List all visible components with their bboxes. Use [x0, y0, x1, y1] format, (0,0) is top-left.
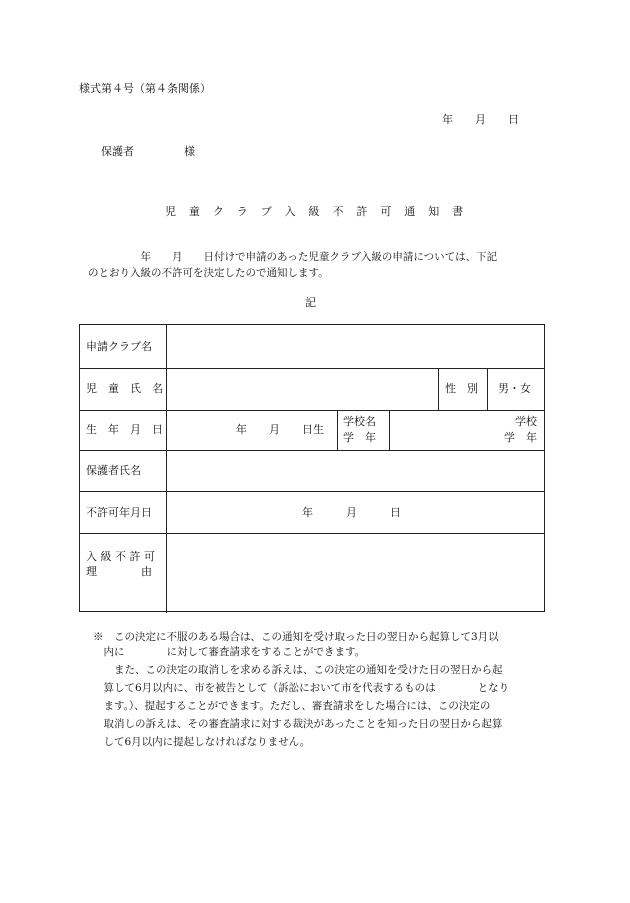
- document-title: [165, 205, 464, 219]
- addressee-honorific: 様: [184, 145, 195, 158]
- note-line-3: また、この決定の取消しを求める訴えは、この決定の通知を受けた日の翌日から起: [93, 664, 503, 676]
- denial-date-value[interactable]: 年 月 日: [302, 506, 401, 519]
- title-char: 通: [404, 205, 416, 218]
- school-label-grade: 学 年: [343, 431, 376, 444]
- note-line-6: 取消しの訴えは、その審査請求に対する裁決があったことを知った日の翌日から起算: [93, 718, 503, 730]
- addressee-name: 保護者: [101, 145, 134, 158]
- birth-value[interactable]: 年 月 日生: [236, 423, 324, 436]
- title-char: 書: [452, 205, 464, 218]
- reason-label-1: 入 級 不 許 可: [86, 550, 155, 563]
- title-char: 許: [356, 205, 368, 218]
- guardian-label: 保護者氏名: [86, 464, 141, 477]
- title-char: 童: [188, 205, 200, 218]
- ki-heading: 記: [305, 296, 316, 309]
- title-char: 児: [165, 205, 176, 218]
- denial-date-label: 不許可年月日: [86, 506, 152, 519]
- title-char: 知: [428, 205, 440, 218]
- note-line-1: ※ この決定に不服のある場合は、この通知を受け取った日の翌日から起算して3月以: [93, 631, 499, 643]
- school-value-grade[interactable]: 学 年: [504, 431, 537, 444]
- birth-label: 生 年 月 日: [86, 423, 163, 436]
- note-line-7: して6月以内に提起しなければなりません。: [93, 736, 311, 748]
- title-char: 可: [380, 205, 392, 218]
- note-line-2: 内に に対して審査請求をすることができます。: [93, 646, 366, 658]
- guardian-field[interactable]: [168, 452, 542, 489]
- reason-field[interactable]: [168, 535, 542, 609]
- child-name-field[interactable]: [168, 370, 436, 408]
- gender-label: 性 別: [445, 382, 478, 395]
- note-line-5: ます。）、提起することができます。ただし、審査請求をした場合には、この決定の: [93, 700, 491, 712]
- school-value-name[interactable]: 学校: [515, 415, 537, 428]
- form-id: 様式第４号（第４条関係）: [79, 82, 211, 95]
- school-label-name: 学校名: [343, 415, 376, 428]
- club-value-field[interactable]: [168, 327, 542, 366]
- intro-line-2: のとおり入級の不許可を決定したので通知します。: [88, 267, 329, 279]
- application-form-table: [79, 324, 545, 612]
- title-char: ラ: [236, 205, 248, 218]
- note-line-4: 算して6月以内に、市を被告として（訴訟において市を代表するものは となり: [93, 682, 510, 694]
- title-char: ブ: [260, 205, 272, 218]
- gender-value[interactable]: 男・女: [498, 382, 531, 395]
- intro-line-1: 年 月 日付けで申請のあった児童クラブ入級の申請については、下記: [88, 251, 498, 263]
- title-char: 級: [308, 205, 320, 218]
- title-char: 不: [332, 205, 344, 218]
- child-name-label: 児 童 氏 名: [86, 382, 163, 395]
- club-label: 申請クラブ名: [86, 340, 152, 353]
- date-line: 年 月 日: [442, 113, 519, 126]
- title-char: ク: [212, 205, 224, 218]
- title-char: 入: [284, 205, 296, 218]
- reason-label-2: 理 由: [86, 565, 152, 578]
